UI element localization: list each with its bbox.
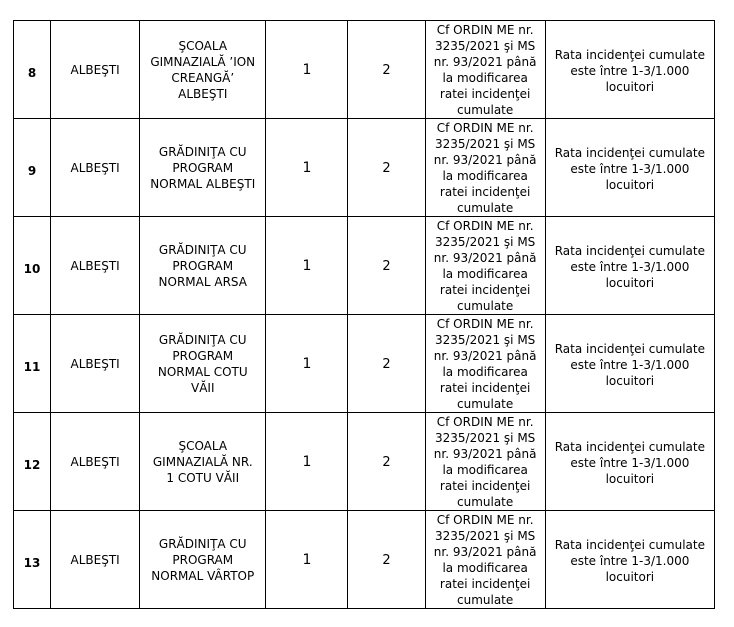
locality-cell: ALBEŞTI [51, 119, 140, 217]
school-unit-cell: GRĂDINIŢA CU PROGRAM NORMAL COTU VĂII [140, 315, 266, 413]
table-row [14, 217, 715, 315]
order-reference-cell: Cf ORDIN ME nr. 3235/2021 şi MS nr. 93/2021 până la modificarea ratei incidenţei cumulate [425, 315, 545, 413]
table-row [14, 511, 715, 609]
school-unit-cell: GRĂDINIŢA CU PROGRAM NORMAL ALBEŞTI [140, 119, 266, 217]
row-number: 13 [14, 511, 51, 609]
school-unit-cell: GRĂDINIŢA CU PROGRAM NORMAL VÂRTOP [140, 511, 266, 609]
table-row [14, 315, 715, 413]
order-reference-cell: Cf ORDIN ME nr. 3235/2021 şi MS nr. 93/2021 până la modificarea ratei incidenţei cumulate [425, 217, 545, 315]
row-number: 9 [14, 119, 51, 217]
incidence-rate-cell: Rata incidenţei cumulate este între 1-3/1.000 locuitori [545, 119, 714, 217]
table-row [14, 413, 715, 511]
locality-cell: ALBEŞTI [51, 217, 140, 315]
count-cell: 1 [266, 119, 348, 217]
scenario-cell: 2 [348, 511, 425, 609]
scenario-cell: 2 [348, 217, 425, 315]
order-reference-cell: Cf ORDIN ME nr. 3235/2021 şi MS nr. 93/2021 până la modificarea ratei incidenţei cumulate [425, 119, 545, 217]
incidence-rate-cell: Rata incidenţei cumulate este între 1-3/1.000 locuitori [545, 217, 714, 315]
count-cell: 1 [266, 511, 348, 609]
incidence-rate-cell: Rata incidenţei cumulate este între 1-3/1.000 locuitori [545, 511, 714, 609]
locality-cell: ALBEŞTI [51, 413, 140, 511]
locality-cell: ALBEŞTI [51, 315, 140, 413]
scenario-cell: 2 [348, 119, 425, 217]
row-number: 8 [14, 21, 51, 119]
school-unit-cell: ŞCOALA GIMNAZIALĂ NR. 1 COTU VĂII [140, 413, 266, 511]
scenario-cell: 2 [348, 315, 425, 413]
order-reference-cell: Cf ORDIN ME nr. 3235/2021 şi MS nr. 93/2021 până la modificarea ratei incidenţei cumulate [425, 413, 545, 511]
incidence-rate-cell: Rata incidenţei cumulate este între 1-3/1.000 locuitori [545, 413, 714, 511]
scenario-cell: 2 [348, 21, 425, 119]
count-cell: 1 [266, 413, 348, 511]
row-number: 10 [14, 217, 51, 315]
count-cell: 1 [266, 217, 348, 315]
row-number: 11 [14, 315, 51, 413]
locality-cell: ALBEŞTI [51, 511, 140, 609]
school-unit-cell: ŞCOALA GIMNAZIALĂ ’ION CREANGĂ’ ALBEŞTI [140, 21, 266, 119]
order-reference-cell: Cf ORDIN ME nr. 3235/2021 şi MS nr. 93/2021 până la modificarea ratei incidenţei cumulate [425, 21, 545, 119]
school-unit-cell: GRĂDINIŢA CU PROGRAM NORMAL ARSA [140, 217, 266, 315]
incidence-rate-cell: Rata incidenţei cumulate este între 1-3/1.000 locuitori [545, 21, 714, 119]
table-row [14, 119, 715, 217]
order-reference-cell: Cf ORDIN ME nr. 3235/2021 şi MS nr. 93/2021 până la modificarea ratei incidenţei cumulate [425, 511, 545, 609]
schools-table [13, 20, 715, 609]
table-row [14, 21, 715, 119]
row-number: 12 [14, 413, 51, 511]
scenario-cell: 2 [348, 413, 425, 511]
locality-cell: ALBEŞTI [51, 21, 140, 119]
count-cell: 1 [266, 21, 348, 119]
count-cell: 1 [266, 315, 348, 413]
incidence-rate-cell: Rata incidenţei cumulate este între 1-3/1.000 locuitori [545, 315, 714, 413]
